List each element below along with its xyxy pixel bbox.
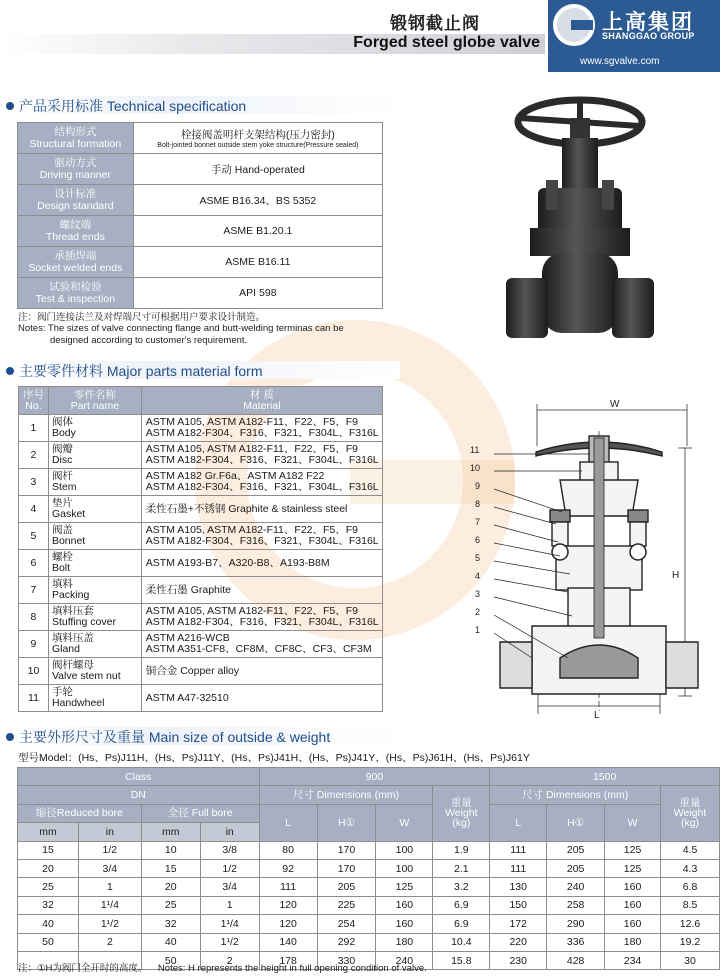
dimension-cell-w9: 240 xyxy=(376,951,433,969)
material-part xyxy=(48,442,141,469)
part-name-en: Stuffing cover xyxy=(51,616,116,628)
part-name-en: Gland xyxy=(51,643,80,655)
weight-cn: 重量 xyxy=(450,797,472,810)
spec-label-en: Test & inspection xyxy=(35,293,116,305)
dimension-l-label: L xyxy=(594,710,600,721)
dimension-cell-w15: 160 xyxy=(605,915,661,933)
material-spec xyxy=(141,469,382,496)
dimension-row xyxy=(18,933,720,951)
dimension-footnote: 注：①H为阀门全开时的高度。 Notes: H represents the height in full opening condition of valve. xyxy=(18,963,427,974)
spec-row xyxy=(18,247,383,278)
material-line-1: 柔性石墨+不锈钢 Graphite & stainless steel xyxy=(145,502,348,515)
dimension-cell-h15: 336 xyxy=(547,933,605,951)
spec-note-cn: 注：阀门连接法兰及对焊端尺寸可根据用户要求设计制造。 xyxy=(18,312,266,323)
dimension-cell-h9: 292 xyxy=(317,933,376,951)
weight-unit: (kg) xyxy=(452,817,471,830)
dimension-cell-l15: 111 xyxy=(490,859,547,877)
valve-photo xyxy=(490,78,670,358)
dimension-cell-kg9: 15.8 xyxy=(433,951,490,969)
dimension-cell-h15: 240 xyxy=(547,878,605,896)
dimension-cell-h15: 428 xyxy=(547,951,605,969)
material-line-2: ASTM A182-F304、F316、F321、F304L、F316L xyxy=(145,481,379,493)
page-title-en: Forged steel globe valve xyxy=(353,34,540,51)
class-1500: 1500 xyxy=(490,768,720,786)
dimension-cell-w9: 160 xyxy=(376,915,433,933)
material-no: 8 xyxy=(19,604,49,631)
spec-label-en: Socket welded ends xyxy=(28,262,123,274)
material-line-1: ASTM A105, ASTM A182-F11、F22、F5、F9 xyxy=(145,524,359,536)
dimension-cell-fmm: 32 xyxy=(141,915,200,933)
dimension-cell-h9: 170 xyxy=(317,841,376,859)
dimension-cell-fmm: 50 xyxy=(141,951,200,969)
bullet-icon xyxy=(6,102,14,110)
material-line-1: ASTM A105, ASTM A182-F11、F22、F5、F9 xyxy=(145,416,359,428)
material-part xyxy=(48,469,141,496)
dimension-cell-fmm: 25 xyxy=(141,896,200,914)
logo-name-en: SHANGGAO GROUP xyxy=(602,31,695,41)
spec-value-main: ASME B1.20.1 xyxy=(223,225,293,237)
material-part xyxy=(48,685,141,712)
section-title-spec xyxy=(6,96,246,116)
dimension-cell-fin: 1/2 xyxy=(200,859,259,877)
spec-label-cn: 螺纹端 xyxy=(59,219,92,231)
dimension-cell-kg15: 6.8 xyxy=(661,878,720,896)
dimension-cell-w9: 100 xyxy=(376,841,433,859)
col-h-900: H① xyxy=(317,804,376,841)
spec-label-cn: 试验和检验 xyxy=(49,281,102,293)
material-no: 7 xyxy=(19,577,49,604)
material-no: 11 xyxy=(19,685,49,712)
callout-label: 2 xyxy=(475,607,481,617)
unit-in: in xyxy=(200,823,259,841)
part-name-en: Packing xyxy=(51,589,90,601)
dimension-cell-h15: 258 xyxy=(547,896,605,914)
dimension-cell-l15: 150 xyxy=(490,896,547,914)
dimension-cell-w15: 160 xyxy=(605,896,661,914)
dim-header-bore xyxy=(18,804,720,822)
dimension-cell-h15: 205 xyxy=(547,841,605,859)
spec-label xyxy=(18,154,134,185)
dimension-cell-fmm: 10 xyxy=(141,841,200,859)
part-name-en: Disc xyxy=(51,454,73,466)
dims-label-900: 尺寸 Dimensions (mm) xyxy=(259,786,433,804)
spec-note-en-2: designed according to customer's requirement. xyxy=(50,335,248,346)
spec-label-en: Structural formation xyxy=(29,138,122,150)
section-title-text: 产品采用标准 Technical specification xyxy=(19,98,247,114)
spec-value-main: API 598 xyxy=(239,287,277,299)
dimension-cell-rin: 1 xyxy=(78,878,141,896)
website-link[interactable]: www.sgvalve.com xyxy=(580,56,660,67)
dimension-cell-h15: 290 xyxy=(547,915,605,933)
callout-label: 6 xyxy=(475,535,481,545)
part-name-cn: 填料压套 xyxy=(51,605,94,617)
callout-label: 9 xyxy=(475,481,481,491)
reduced-bore-label: 缩径Reduced bore xyxy=(18,804,142,822)
dimension-cell-kg9: 6.9 xyxy=(433,896,490,914)
material-spec xyxy=(141,577,382,604)
dimension-cell-rin: 2 xyxy=(78,933,141,951)
part-name-en: Valve stem nut xyxy=(51,670,121,682)
material-part xyxy=(48,577,141,604)
bullet-icon xyxy=(6,733,14,741)
header-no-cn: 序号 xyxy=(22,388,44,401)
material-line-2: ASTM A182-F304、F316、F321、F304L、F316L xyxy=(145,427,379,439)
dimension-cell-h9: 225 xyxy=(317,896,376,914)
part-name-en: Gasket xyxy=(51,508,86,520)
spec-note-en: Notes: The sizes of valve connecting flange and butt-welding terminas can be xyxy=(18,323,344,334)
part-name-en: Bonnet xyxy=(51,535,86,547)
spec-label xyxy=(18,123,134,154)
header-part xyxy=(48,387,141,415)
material-part xyxy=(48,415,141,442)
weight-header-900 xyxy=(433,786,490,841)
material-no: 1 xyxy=(19,415,49,442)
dimension-cell-h15: 205 xyxy=(547,859,605,877)
dimension-cell-fin: 1¹/4 xyxy=(200,915,259,933)
spec-row xyxy=(18,216,383,247)
spec-row xyxy=(18,123,383,154)
spec-label xyxy=(18,278,134,309)
part-name-cn: 填料 xyxy=(51,578,73,590)
material-spec xyxy=(141,658,382,685)
dimension-cell-l9: 111 xyxy=(259,878,317,896)
dimension-cell-kg15: 8.5 xyxy=(661,896,720,914)
material-spec xyxy=(141,631,382,658)
part-name-cn: 阀盖 xyxy=(51,524,73,536)
header-material-cn: 材 质 xyxy=(249,388,274,401)
spec-value-main: ASME B16.34、BS 5352 xyxy=(199,194,317,207)
dimension-cell-kg9: 6.9 xyxy=(433,915,490,933)
part-name-cn: 阀瓣 xyxy=(51,443,73,455)
spec-row xyxy=(18,154,383,185)
dimension-cell-kg15: 12.6 xyxy=(661,915,720,933)
dimension-cell-kg9: 3.2 xyxy=(433,878,490,896)
spec-label-en: Thread ends xyxy=(45,231,105,243)
material-row xyxy=(19,496,383,523)
class-900: 900 xyxy=(259,768,490,786)
material-row xyxy=(19,631,383,658)
material-row xyxy=(19,658,383,685)
callout-label: 1 xyxy=(475,625,481,635)
spec-value-main: 栓接阀盖明杆支架结构(压力密封) xyxy=(180,129,335,141)
dimension-cell-rmm: 20 xyxy=(18,859,79,877)
callout-label: 4 xyxy=(475,571,481,581)
dimension-cell-l9: 92 xyxy=(259,859,317,877)
part-name-en: Stem xyxy=(51,481,77,493)
material-line-1: ASTM A105, ASTM A182-F11、F22、F5、F9 xyxy=(145,605,359,617)
header-no-en: No. xyxy=(25,399,42,412)
spec-label-en: Driving manner xyxy=(39,169,111,181)
material-line-1: ASTM A182 Gr.F6a、ASTM A182 F22 xyxy=(145,470,325,482)
spec-label-cn: 设计标准 xyxy=(54,188,97,200)
logo-name-cn: 上高集团 xyxy=(602,11,694,34)
material-no: 4 xyxy=(19,496,49,523)
class-label: Class xyxy=(18,768,260,786)
material-part xyxy=(48,496,141,523)
dimension-cell-kg15: 4.5 xyxy=(661,841,720,859)
dimension-cell-w15: 180 xyxy=(605,933,661,951)
section-title-dimensions xyxy=(6,727,330,747)
spec-row xyxy=(18,185,383,216)
section-title-text: 主要零件材料 Major parts material form xyxy=(19,363,263,379)
dimension-cell-fin: 2 xyxy=(200,951,259,969)
spec-label-cn: 驱动方式 xyxy=(54,157,97,169)
dimension-cell-rin: 1¹/4 xyxy=(78,896,141,914)
weight-unit: (kg) xyxy=(680,817,700,830)
spec-value-main: ASME B16.11 xyxy=(225,256,291,268)
header-material xyxy=(141,387,382,415)
material-spec xyxy=(141,550,382,577)
bullet-icon xyxy=(6,367,14,375)
dimension-cell-l15: 172 xyxy=(490,915,547,933)
weight-en: Weight xyxy=(445,807,478,820)
unit-mm: mm xyxy=(18,823,79,841)
material-spec xyxy=(141,604,382,631)
dimension-h-label: H xyxy=(672,570,680,581)
part-name-en: Body xyxy=(51,427,76,439)
part-name-cn: 阀杆螺母 xyxy=(51,659,94,671)
spec-row xyxy=(18,278,383,309)
dimension-cell-fmm: 15 xyxy=(141,859,200,877)
spec-label xyxy=(18,216,134,247)
callout-label: 5 xyxy=(475,553,481,563)
dimension-row xyxy=(18,896,720,914)
material-row xyxy=(19,550,383,577)
model-line: 型号Model：(Hs、Ps)J11H、(Hs、Ps)J11Y、(Hs、Ps)J41H、(Hs、Ps)J41Y、(Hs、Ps)J61H、(Hs、Ps)J61Y xyxy=(18,752,530,764)
material-row xyxy=(19,415,383,442)
material-part xyxy=(48,658,141,685)
dimension-cell-kg15: 4.3 xyxy=(661,859,720,877)
material-line-2: ASTM A182-F304、F316、F321、F304L、F316L xyxy=(145,616,379,628)
dimension-cell-l15: 111 xyxy=(490,841,547,859)
callout-label: 11 xyxy=(470,445,480,455)
header-part-cn: 零件名称 xyxy=(73,388,116,401)
dimension-cell-l9: 178 xyxy=(259,951,317,969)
dimension-cell-w15: 125 xyxy=(605,859,661,877)
dimension-cell-rin: 1¹/2 xyxy=(78,915,141,933)
material-part xyxy=(48,523,141,550)
callout-label: 3 xyxy=(475,589,481,599)
material-row xyxy=(19,523,383,550)
spec-value xyxy=(133,278,382,309)
material-row xyxy=(19,685,383,712)
material-row xyxy=(19,604,383,631)
part-name-en: Handwheel xyxy=(51,697,105,709)
part-name-cn: 阀杆 xyxy=(51,470,73,482)
dimension-cell-l15: 220 xyxy=(490,933,547,951)
part-name-cn: 螺栓 xyxy=(51,551,73,563)
dim-header-dn xyxy=(18,786,720,804)
unit-in: in xyxy=(78,823,141,841)
material-no: 10 xyxy=(19,658,49,685)
spec-label xyxy=(18,185,134,216)
weight-header-1500 xyxy=(661,786,720,841)
dimension-row xyxy=(18,859,720,877)
dimension-cell-l15: 230 xyxy=(490,951,547,969)
dimension-cell-l9: 120 xyxy=(259,896,317,914)
material-line-1: ASTM A193-B7、A320-B8、A193-B8M xyxy=(145,556,330,569)
spec-value-main: 手动 Hand-operated xyxy=(210,163,305,176)
dimension-cell-l9: 140 xyxy=(259,933,317,951)
spec-label-en: Design standard xyxy=(37,200,114,212)
company-logo-icon xyxy=(553,4,595,46)
dimension-cell-rmm: 15 xyxy=(18,841,79,859)
dimension-cell-rmm: 40 xyxy=(18,915,79,933)
material-spec xyxy=(141,496,382,523)
page-title-cn: 锻钢截止阀 xyxy=(390,14,480,33)
header-material-en: Material xyxy=(243,399,281,412)
material-line-1: 铜合金 Copper alloy xyxy=(145,664,240,677)
callout-label: 7 xyxy=(475,517,481,527)
spec-value xyxy=(133,185,382,216)
dimension-cell-fin: 1¹/2 xyxy=(200,933,259,951)
dimension-cell-rin: 3/4 xyxy=(78,859,141,877)
section-title-text: 主要外形尺寸及重量 Main size of outside & weight xyxy=(19,729,331,745)
material-spec xyxy=(141,523,382,550)
dimension-cell-h9: 254 xyxy=(317,915,376,933)
weight-cn: 重量 xyxy=(679,797,701,810)
material-line-2: ASTM A351-CF8、CF8M、CF8C、CF3、CF3M xyxy=(145,643,372,655)
weight-en: Weight xyxy=(673,807,707,820)
material-no: 6 xyxy=(19,550,49,577)
material-line-2: ASTM A182-F304、F316、F321、F304L、F316L xyxy=(145,535,379,547)
dimension-cell-l15: 130 xyxy=(490,878,547,896)
dimension-cell-w15: 125 xyxy=(605,841,661,859)
dimension-cell-rmm: 50 xyxy=(18,933,79,951)
dn-label: DN xyxy=(18,786,260,804)
dimension-cell-w15: 160 xyxy=(605,878,661,896)
dimension-cell-kg9: 1.9 xyxy=(433,841,490,859)
material-part xyxy=(48,631,141,658)
material-no: 2 xyxy=(19,442,49,469)
dimension-cell-w9: 125 xyxy=(376,878,433,896)
part-name-cn: 垫片 xyxy=(51,497,73,509)
dimension-cell-w9: 160 xyxy=(376,896,433,914)
spec-value xyxy=(133,154,382,185)
dimension-cell-kg9: 10.4 xyxy=(433,933,490,951)
dimension-cell-rmm: 25 xyxy=(18,878,79,896)
material-line-1: ASTM A216-WCB xyxy=(145,632,230,644)
material-row xyxy=(19,442,383,469)
dim-header-class xyxy=(18,768,720,786)
material-spec xyxy=(141,415,382,442)
col-h-1500: H① xyxy=(547,804,605,841)
dimension-cell-w9: 180 xyxy=(376,933,433,951)
material-line-2: ASTM A182-F304、F316、F321、F304L、F316L xyxy=(145,454,379,466)
spec-value xyxy=(133,123,382,154)
material-line-1: 柔性石墨 Graphite xyxy=(145,583,231,596)
dimension-cell-kg15: 30 xyxy=(661,951,720,969)
spec-table xyxy=(17,122,383,309)
dimension-cell-fin: 3/4 xyxy=(200,878,259,896)
material-no: 5 xyxy=(19,523,49,550)
section-title-materials xyxy=(6,361,262,381)
spec-value xyxy=(133,247,382,278)
spec-value-sub: Bolt-jointed bonnet outside stem yoke structure(Pressure sealed) xyxy=(157,142,359,149)
material-spec xyxy=(141,685,382,712)
material-no: 9 xyxy=(19,631,49,658)
valve-section-drawing xyxy=(440,396,705,721)
material-row xyxy=(19,469,383,496)
callout-label: 8 xyxy=(475,499,481,509)
dimension-cell-fin: 1 xyxy=(200,896,259,914)
dimension-cell-h9: 205 xyxy=(317,878,376,896)
materials-table xyxy=(18,386,383,712)
dimension-cell-kg15: 19.2 xyxy=(661,933,720,951)
header-no xyxy=(19,387,49,415)
dimension-cell-fmm: 40 xyxy=(141,933,200,951)
spec-label-cn: 承插焊端 xyxy=(54,250,97,262)
material-part xyxy=(48,550,141,577)
part-name-cn: 手轮 xyxy=(51,686,73,698)
dimension-cell-l9: 80 xyxy=(259,841,317,859)
col-l-900: L xyxy=(259,804,317,841)
material-line-1: ASTM A105, ASTM A182-F11、F22、F5、F9 xyxy=(145,443,359,455)
dimension-w-label: W xyxy=(610,399,620,410)
dimension-cell-fmm: 20 xyxy=(141,878,200,896)
dims-label-1500: 尺寸 Dimensions (mm) xyxy=(490,786,661,804)
dimension-cell-h9: 170 xyxy=(317,859,376,877)
spec-value xyxy=(133,216,382,247)
part-name-cn: 阀体 xyxy=(51,416,73,428)
spec-label xyxy=(18,247,134,278)
dimension-cell-w9: 100 xyxy=(376,859,433,877)
col-l-1500: L xyxy=(490,804,547,841)
dimension-cell-w15: 234 xyxy=(605,951,661,969)
dimension-row xyxy=(18,915,720,933)
material-line-1: ASTM A47-32510 xyxy=(145,691,229,704)
col-w-900: W xyxy=(376,804,433,841)
full-bore-label: 全径 Full bore xyxy=(141,804,259,822)
dimension-cell-rmm: 32 xyxy=(18,896,79,914)
dimension-cell-h9: 330 xyxy=(317,951,376,969)
dimension-cell-kg9: 2.1 xyxy=(433,859,490,877)
material-part xyxy=(48,604,141,631)
material-no: 3 xyxy=(19,469,49,496)
material-row xyxy=(19,577,383,604)
material-spec xyxy=(141,442,382,469)
dimension-cell-fin: 3/8 xyxy=(200,841,259,859)
callout-label: 10 xyxy=(470,463,481,473)
dimension-cell-l9: 120 xyxy=(259,915,317,933)
part-name-en: Bolt xyxy=(51,562,71,574)
header-part-en: Part name xyxy=(70,399,120,412)
dimension-row xyxy=(18,878,720,896)
col-w-1500: W xyxy=(605,804,661,841)
dimension-row xyxy=(18,841,720,859)
part-name-cn: 填料压盖 xyxy=(51,632,94,644)
dimensions-table xyxy=(17,767,720,970)
dimension-cell-rin: 1/2 xyxy=(78,841,141,859)
spec-label-cn: 结构形式 xyxy=(54,126,97,138)
materials-header-row xyxy=(19,387,383,415)
unit-mm: mm xyxy=(141,823,200,841)
